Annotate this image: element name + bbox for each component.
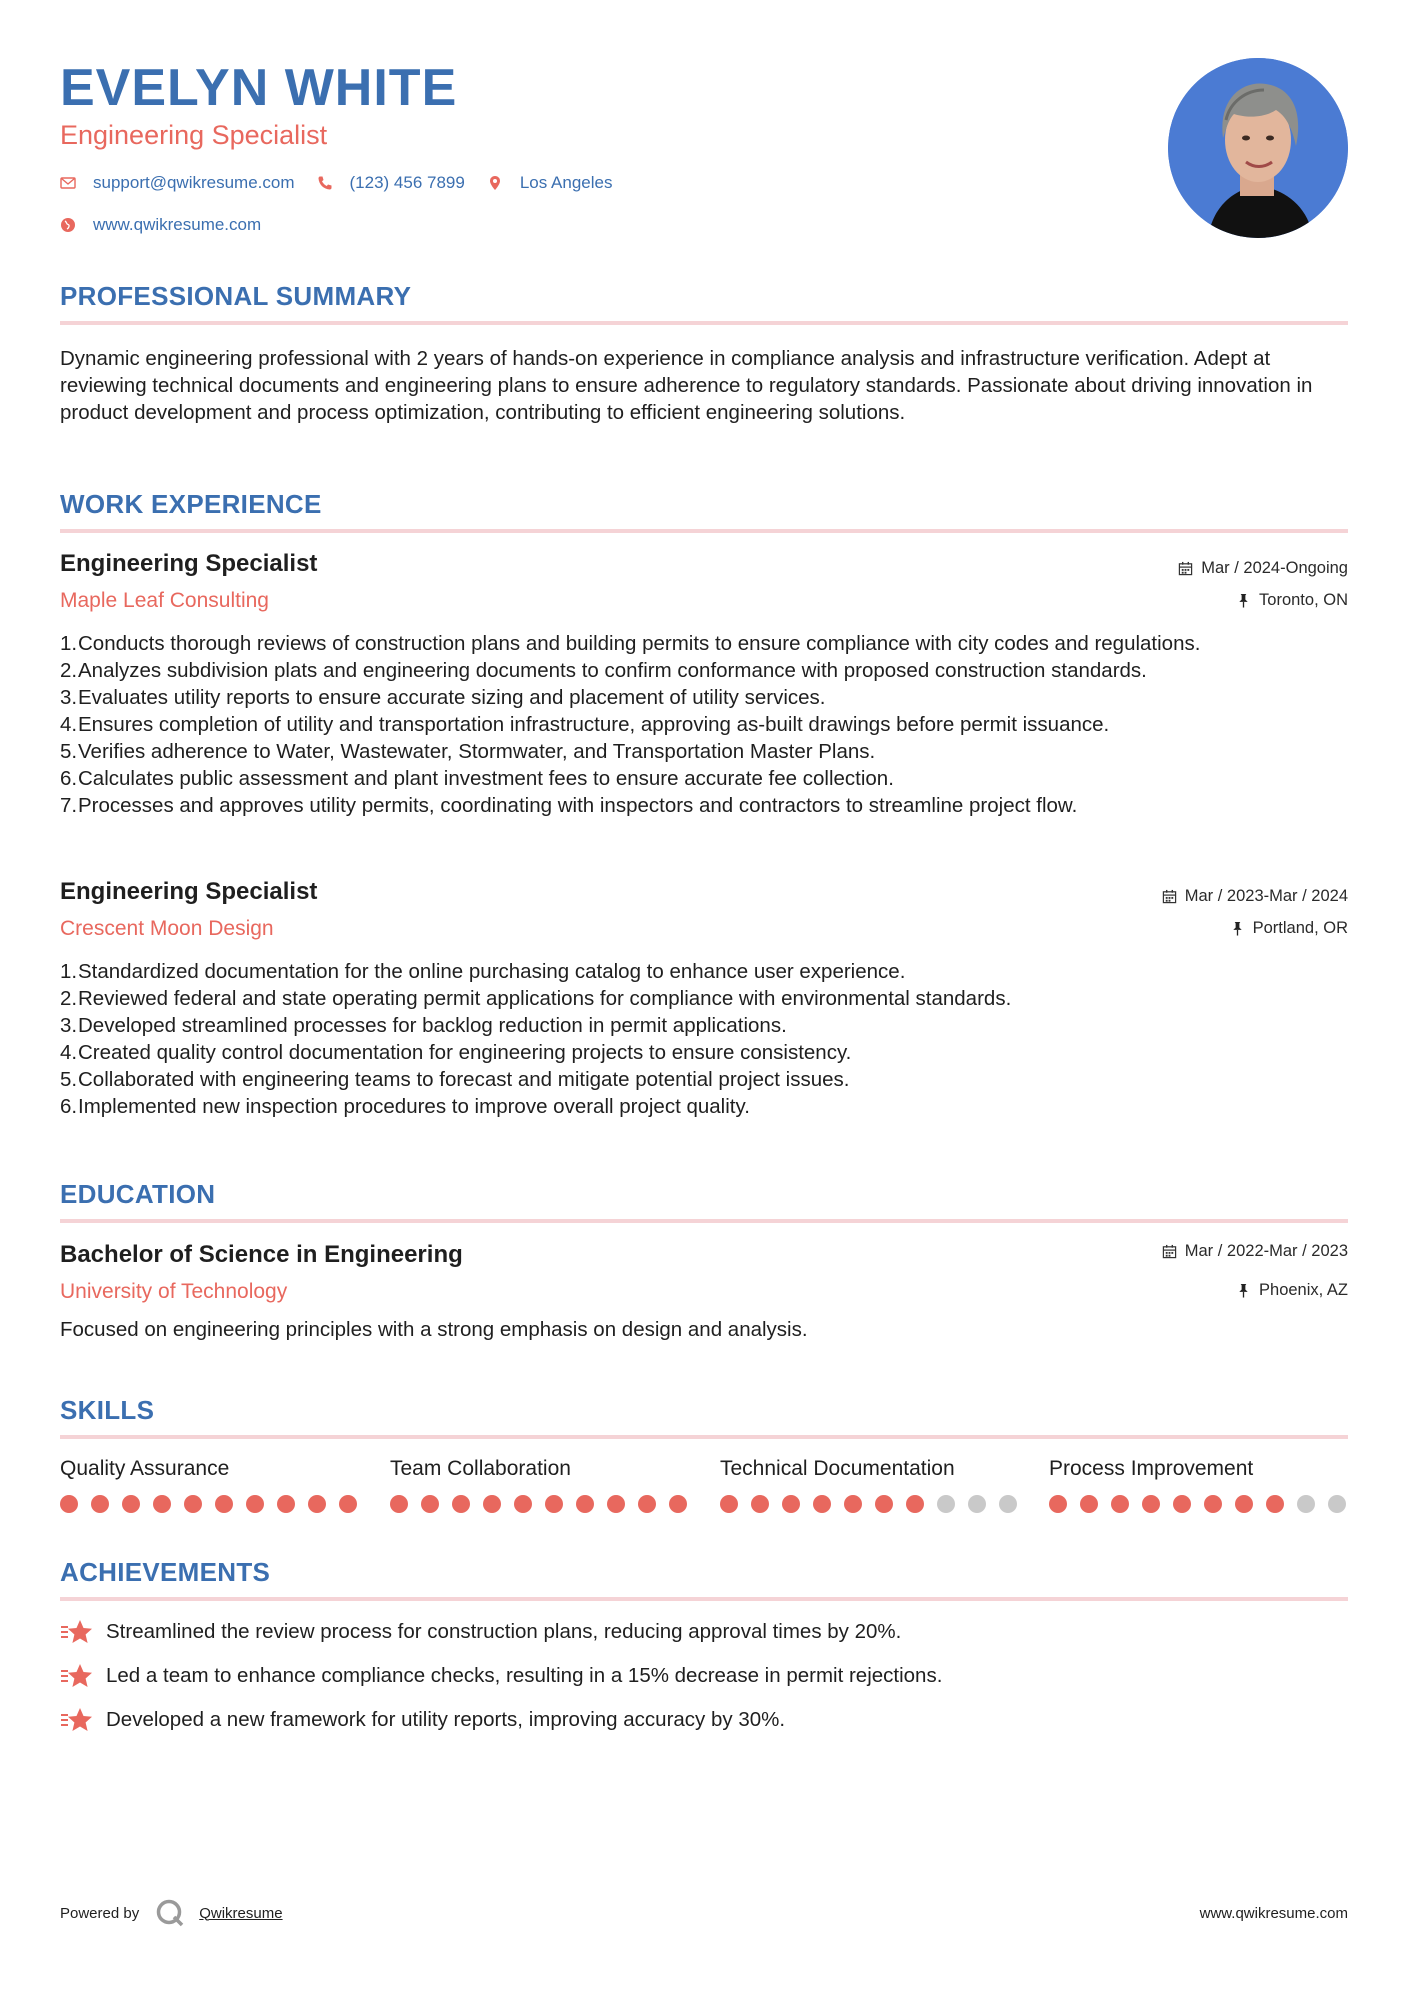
rating-dot-filled xyxy=(813,1495,831,1513)
contact-phone[interactable] xyxy=(317,173,465,193)
email-text: support@qwikresume.com xyxy=(93,173,295,192)
achievement-text: Developed a new framework for utility reports, improving accuracy by 30%. xyxy=(106,1708,786,1731)
section-divider xyxy=(60,1219,1348,1223)
section-title-education: EDUCATION xyxy=(60,1179,216,1209)
rating-dot-filled xyxy=(545,1495,563,1513)
section-divider xyxy=(60,529,1348,533)
list-item: 6. Implemented new inspection procedures to improve overall project quality. xyxy=(60,1095,750,1118)
skill-item xyxy=(60,1457,360,1513)
list-item: 2. Reviewed federal and state operating permit applications for compliance with environmental standards. xyxy=(60,987,1012,1010)
section-title-achievements: ACHIEVEMENTS xyxy=(60,1557,271,1587)
rating-dot-filled xyxy=(875,1495,893,1513)
skill-name: Process Improvement xyxy=(1049,1457,1254,1480)
phone-icon xyxy=(317,175,333,191)
job-location xyxy=(1236,591,1348,610)
section-divider xyxy=(60,1435,1348,1439)
achievement-item xyxy=(60,1662,942,1690)
rating-dot-filled xyxy=(720,1495,738,1513)
rating-dot-filled xyxy=(390,1495,408,1513)
list-item: 7. Processes and approves utility permits, coordinating with inspectors and contractors to streamline project flow. xyxy=(60,794,1078,817)
rating-dot-filled xyxy=(483,1495,501,1513)
rating-dot-empty xyxy=(937,1495,955,1513)
section-divider xyxy=(60,321,1348,325)
location-text: Toronto, ON xyxy=(1259,591,1348,609)
rating-dot-filled xyxy=(277,1495,295,1513)
footer-website[interactable]: www.qwikresume.com xyxy=(1199,1905,1348,1922)
rating-dot-empty xyxy=(1297,1495,1315,1513)
skill-name: Quality Assurance xyxy=(60,1457,230,1480)
star-badge-icon xyxy=(60,1662,94,1690)
star-badge-icon xyxy=(60,1706,94,1734)
education-location xyxy=(1236,1281,1348,1300)
footer-powered-by xyxy=(60,1898,283,1928)
rating-dot-empty xyxy=(1328,1495,1346,1513)
powered-by-label: Powered by xyxy=(60,1904,140,1922)
rating-dot-filled xyxy=(782,1495,800,1513)
rating-dot-filled xyxy=(339,1495,357,1513)
achievement-item xyxy=(60,1618,901,1646)
rating-dot-filled xyxy=(1142,1495,1160,1513)
calendar-icon xyxy=(1162,1244,1177,1259)
skill-rating xyxy=(720,1495,1020,1513)
rating-dot-filled xyxy=(1111,1495,1129,1513)
calendar-icon xyxy=(1178,561,1193,576)
list-item: 3. Evaluates utility reports to ensure accurate sizing and placement of utility services. xyxy=(60,686,826,709)
rating-dot-filled xyxy=(246,1495,264,1513)
rating-dot-filled xyxy=(1173,1495,1191,1513)
rating-dot-filled xyxy=(215,1495,233,1513)
rating-dot-filled xyxy=(906,1495,924,1513)
job-company: Maple Leaf Consulting xyxy=(60,589,269,612)
skill-name: Team Collaboration xyxy=(390,1457,571,1480)
rating-dot-filled xyxy=(452,1495,470,1513)
phone-text: (123) 456 7899 xyxy=(349,173,465,192)
list-item: 5. Collaborated with engineering teams to forecast and mitigate potential project issues. xyxy=(60,1068,850,1091)
rating-dot-filled xyxy=(514,1495,532,1513)
achievement-text: Streamlined the review process for construction plans, reducing approval times by 20%. xyxy=(106,1620,902,1643)
website-text: www.qwikresume.com xyxy=(93,215,262,234)
rating-dot-filled xyxy=(576,1495,594,1513)
globe-icon xyxy=(60,217,76,233)
location-text: Los Angeles xyxy=(519,173,613,192)
pushpin-icon xyxy=(1236,1283,1251,1298)
pushpin-icon xyxy=(1230,921,1245,936)
rating-dot-empty xyxy=(999,1495,1017,1513)
contact-row xyxy=(60,173,634,193)
rating-dot-filled xyxy=(1204,1495,1222,1513)
skill-rating xyxy=(60,1495,360,1513)
rating-dot-filled xyxy=(122,1495,140,1513)
section-title-summary: PROFESSIONAL SUMMARY xyxy=(60,281,412,311)
dates-text: Mar / 2023-Mar / 2024 xyxy=(1184,887,1348,905)
rating-dot-filled xyxy=(1235,1495,1253,1513)
contact-location xyxy=(487,173,613,193)
skill-item xyxy=(390,1457,690,1513)
degree-title: Bachelor of Science in Engineering xyxy=(60,1241,463,1268)
contact-email[interactable] xyxy=(60,173,295,193)
list-item: 5. Verifies adherence to Water, Wastewater, Stormwater, and Transportation Master Plans. xyxy=(60,740,876,763)
achievement-item xyxy=(60,1706,785,1734)
job-duties-list xyxy=(60,958,1348,1120)
section-divider xyxy=(60,1597,1348,1601)
dates-text: Mar / 2024-Ongoing xyxy=(1201,559,1348,577)
job-location xyxy=(1230,919,1348,938)
dates-text: Mar / 2022-Mar / 2023 xyxy=(1184,1242,1348,1260)
rating-dot-empty xyxy=(968,1495,986,1513)
rating-dot-filled xyxy=(91,1495,109,1513)
candidate-name: EVELYN WHITE xyxy=(60,59,458,117)
qwikresume-link[interactable]: Qwikresume xyxy=(199,1904,283,1922)
education-dates xyxy=(1162,1242,1348,1261)
list-item: 3. Developed streamlined processes for backlog reduction in permit applications. xyxy=(60,1014,787,1037)
location-text: Phoenix, AZ xyxy=(1259,1281,1348,1299)
location-text: Portland, OR xyxy=(1252,919,1348,937)
contact-website[interactable] xyxy=(60,215,261,235)
skill-rating xyxy=(390,1495,690,1513)
skill-item xyxy=(720,1457,1020,1513)
job-title: Engineering Specialist xyxy=(60,878,318,905)
rating-dot-filled xyxy=(844,1495,862,1513)
rating-dot-filled xyxy=(1080,1495,1098,1513)
contact-row-2 xyxy=(60,215,283,235)
list-item: 2. Analyzes subdivision plats and engineering documents to confirm conformance with proposed construction standards. xyxy=(60,659,1147,682)
rating-dot-filled xyxy=(638,1495,656,1513)
job-company: Crescent Moon Design xyxy=(60,917,274,940)
section-title-skills: SKILLS xyxy=(60,1395,155,1425)
job-dates xyxy=(1178,559,1348,578)
rating-dot-filled xyxy=(184,1495,202,1513)
star-badge-icon xyxy=(60,1618,94,1646)
list-item: 4. Created quality control documentation for engineering projects to ensure consistency. xyxy=(60,1041,852,1064)
rating-dot-filled xyxy=(1049,1495,1067,1513)
qwikresume-logo-icon xyxy=(155,1898,185,1928)
profile-photo xyxy=(1168,58,1348,238)
skill-name: Technical Documentation xyxy=(720,1457,955,1480)
job-dates xyxy=(1162,887,1348,906)
education-description: Focused on engineering principles with a strong emphasis on design and analysis. xyxy=(60,1318,808,1341)
rating-dot-filled xyxy=(421,1495,439,1513)
rating-dot-filled xyxy=(751,1495,769,1513)
map-pin-icon xyxy=(487,175,503,191)
achievement-text: Led a team to enhance compliance checks, resulting in a 15% decrease in permit rejections. xyxy=(106,1664,943,1687)
candidate-role: Engineering Specialist xyxy=(60,120,328,150)
rating-dot-filled xyxy=(607,1495,625,1513)
section-title-experience: WORK EXPERIENCE xyxy=(60,489,322,519)
list-item: 1. Standardized documentation for the online purchasing catalog to enhance user experience. xyxy=(60,960,906,983)
list-item: 1. Conducts thorough reviews of construction plans and building permits to ensure compliance with city codes and regulations. xyxy=(60,632,1201,655)
rating-dot-filled xyxy=(308,1495,326,1513)
portrait-image xyxy=(1168,58,1348,238)
job-duties-list xyxy=(60,630,1348,819)
pushpin-icon xyxy=(1236,593,1251,608)
rating-dot-filled xyxy=(153,1495,171,1513)
envelope-icon xyxy=(60,175,76,191)
skill-rating xyxy=(1049,1495,1349,1513)
school-name: University of Technology xyxy=(60,1280,288,1303)
list-item: 6. Calculates public assessment and plant investment fees to ensure accurate fee collection. xyxy=(60,767,894,790)
job-title: Engineering Specialist xyxy=(60,550,318,577)
calendar-icon xyxy=(1162,889,1177,904)
skill-item xyxy=(1049,1457,1349,1513)
list-item: 4. Ensures completion of utility and transportation infrastructure, approving as-built drawings before permit issuance. xyxy=(60,713,1110,736)
summary-text: Dynamic engineering professional with 2 years of hands-on experience in compliance analysis and infrastructure verification. Adept at reviewing technical documents and engineering plans to ensure adherence to regulatory standards. Passionate about driving innovation in product development and process optimization, contributing to efficient engineering solutions. xyxy=(60,347,1313,424)
rating-dot-filled xyxy=(1266,1495,1284,1513)
rating-dot-filled xyxy=(669,1495,687,1513)
rating-dot-filled xyxy=(60,1495,78,1513)
